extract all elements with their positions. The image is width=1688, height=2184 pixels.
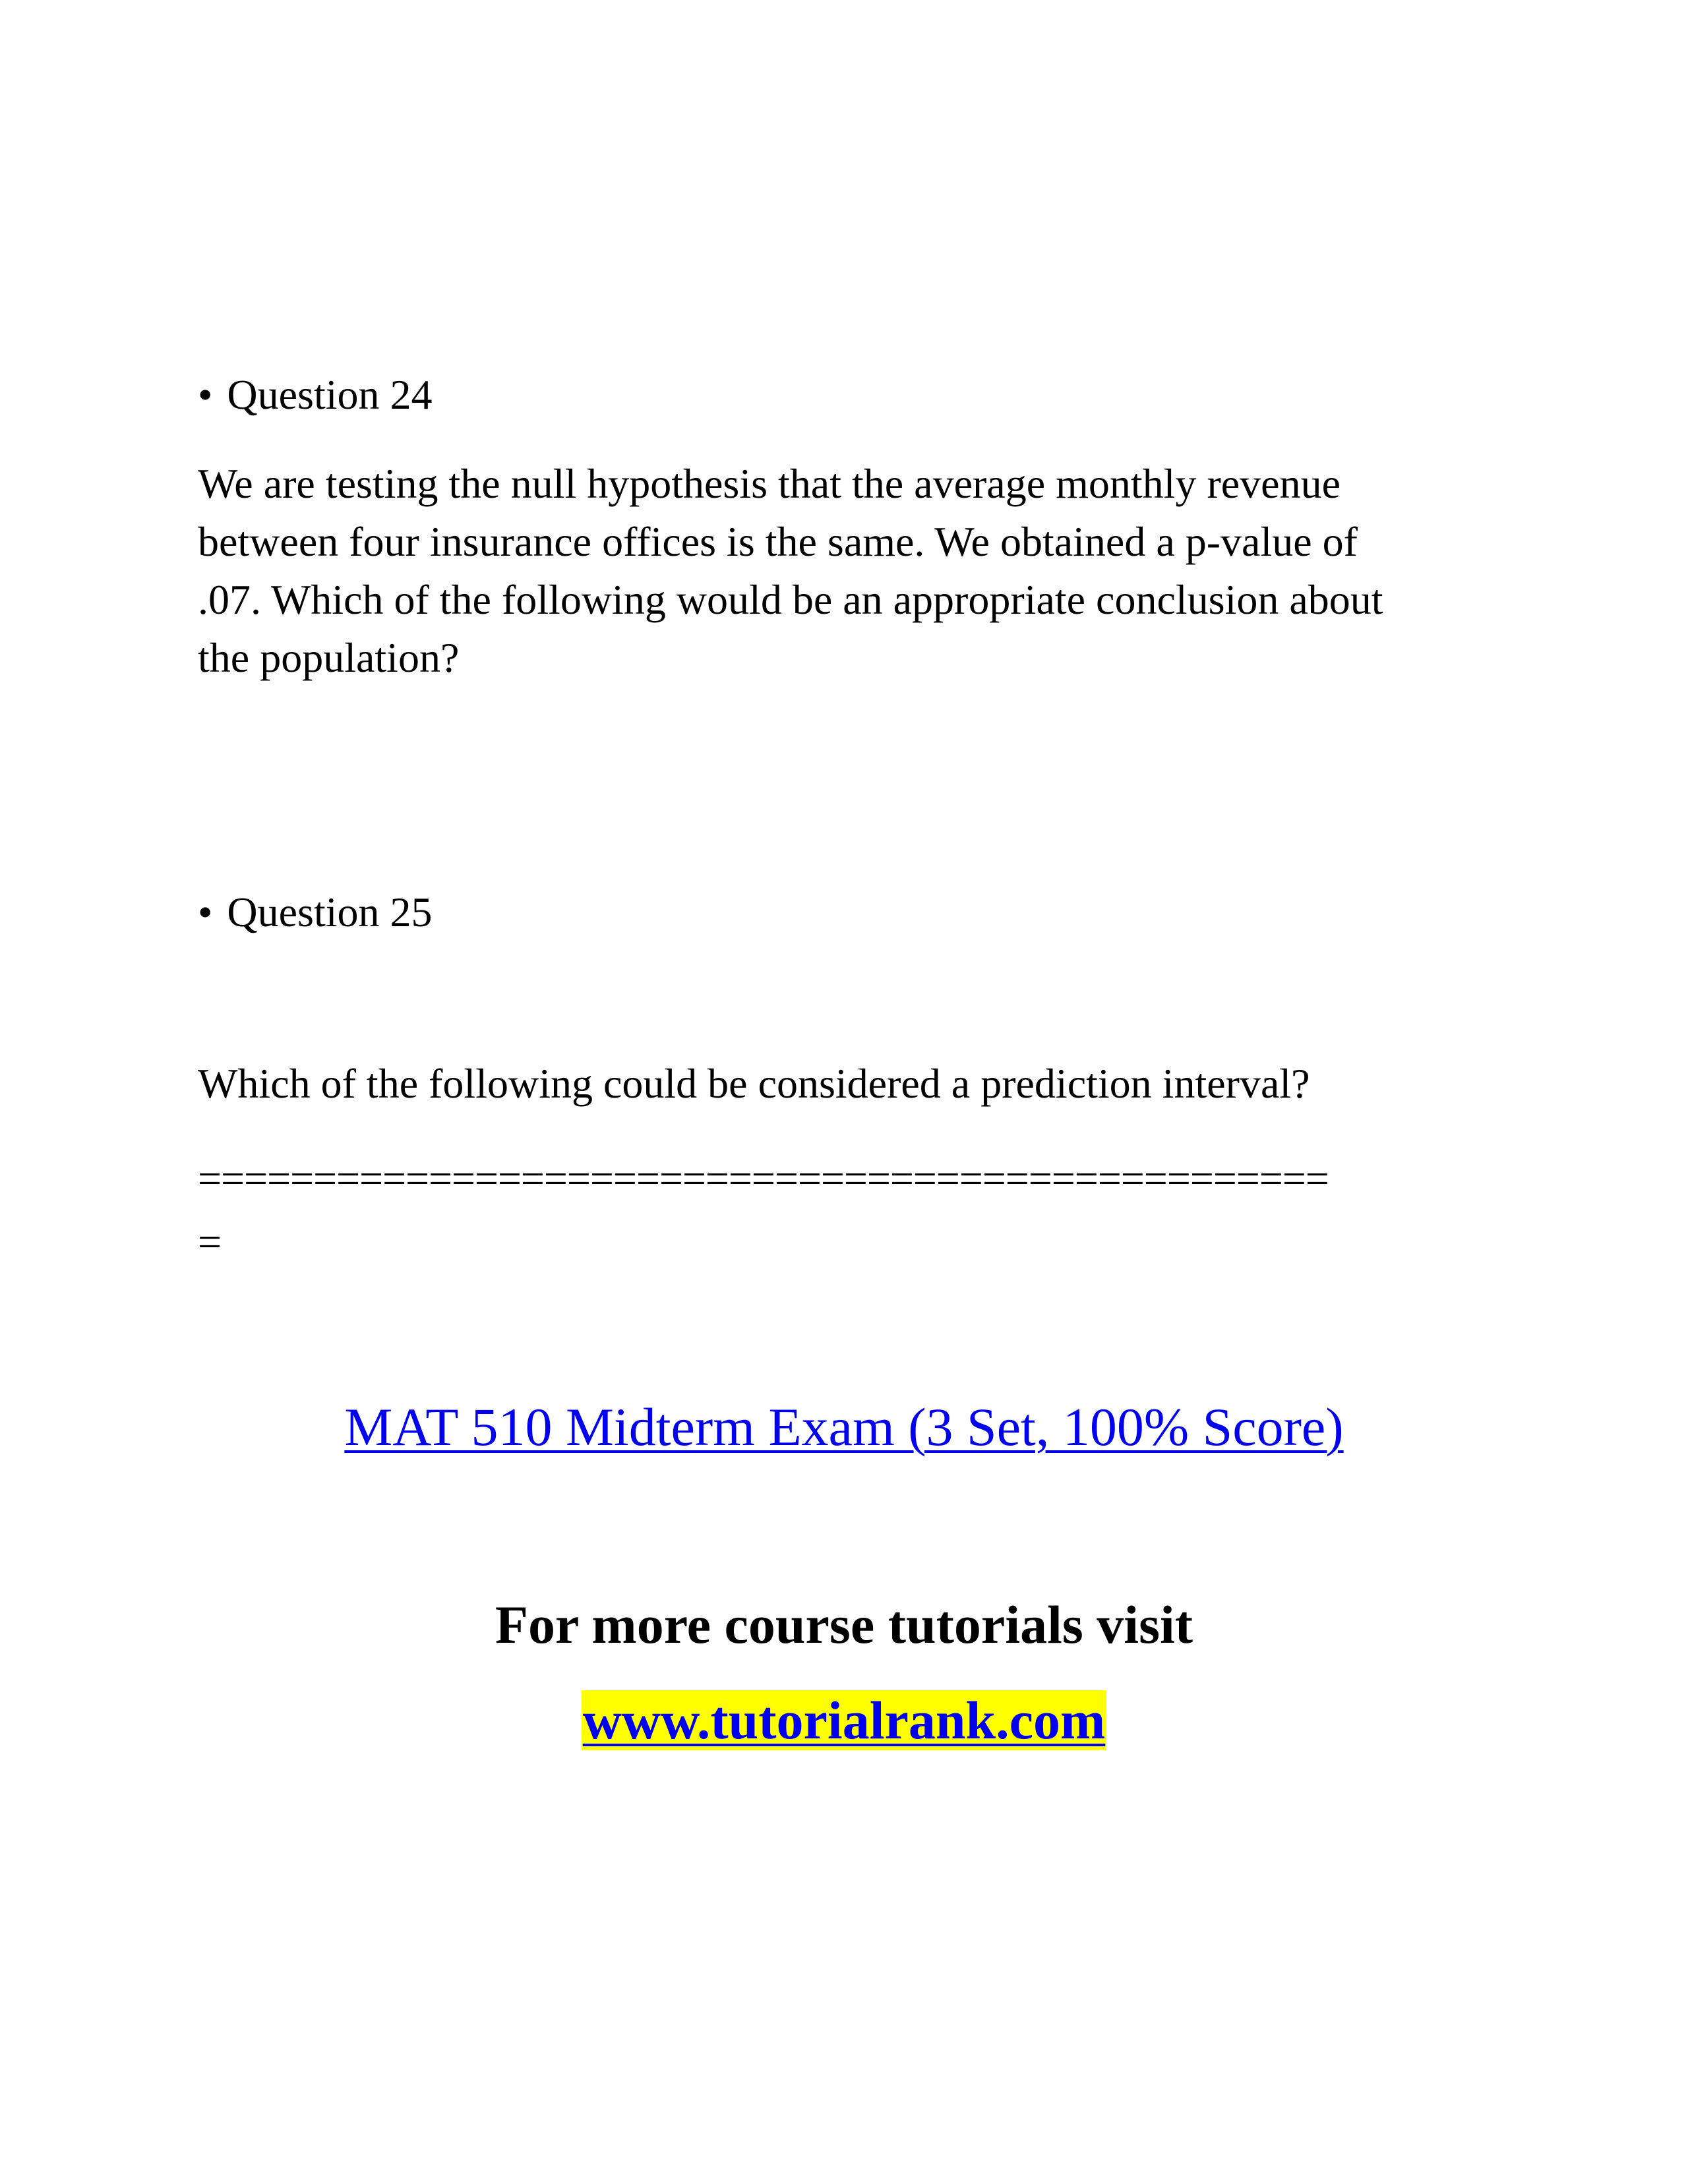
question-24-line: the population? [198, 634, 460, 681]
separator-line-end: = [198, 1218, 221, 1265]
promo-heading: For more course tutorials visit [495, 1595, 1193, 1655]
question-24-line: We are testing the null hypothesis that the average monthly revenue [198, 460, 1341, 507]
question-25-label: Question 25 [227, 889, 433, 935]
question-25-heading [198, 883, 433, 941]
question-25-text [198, 1055, 1310, 1113]
question-24-text [198, 455, 1383, 687]
site-link-container [0, 1684, 1688, 1757]
bullet-icon: • [198, 371, 213, 418]
question-24-line: .07. Which of the following would be an appropriate conclusion about [198, 576, 1383, 623]
separator-line: ================================================= [198, 1155, 1329, 1202]
question-24-line: between four insurance offices is the same. We obtained a p-value of [198, 518, 1358, 565]
site-link[interactable]: www.tutorialrank.com [582, 1690, 1106, 1750]
separator [198, 1147, 1329, 1274]
question-25-line: Which of the following could be considered a prediction interval? [198, 1060, 1310, 1107]
product-link-container [0, 1391, 1688, 1463]
product-link[interactable]: MAT 510 Midterm Exam (3 Set, 100% Score) [344, 1397, 1344, 1457]
bullet-icon: • [198, 889, 213, 935]
question-24-label: Question 24 [227, 371, 433, 418]
question-24-heading [198, 366, 433, 424]
